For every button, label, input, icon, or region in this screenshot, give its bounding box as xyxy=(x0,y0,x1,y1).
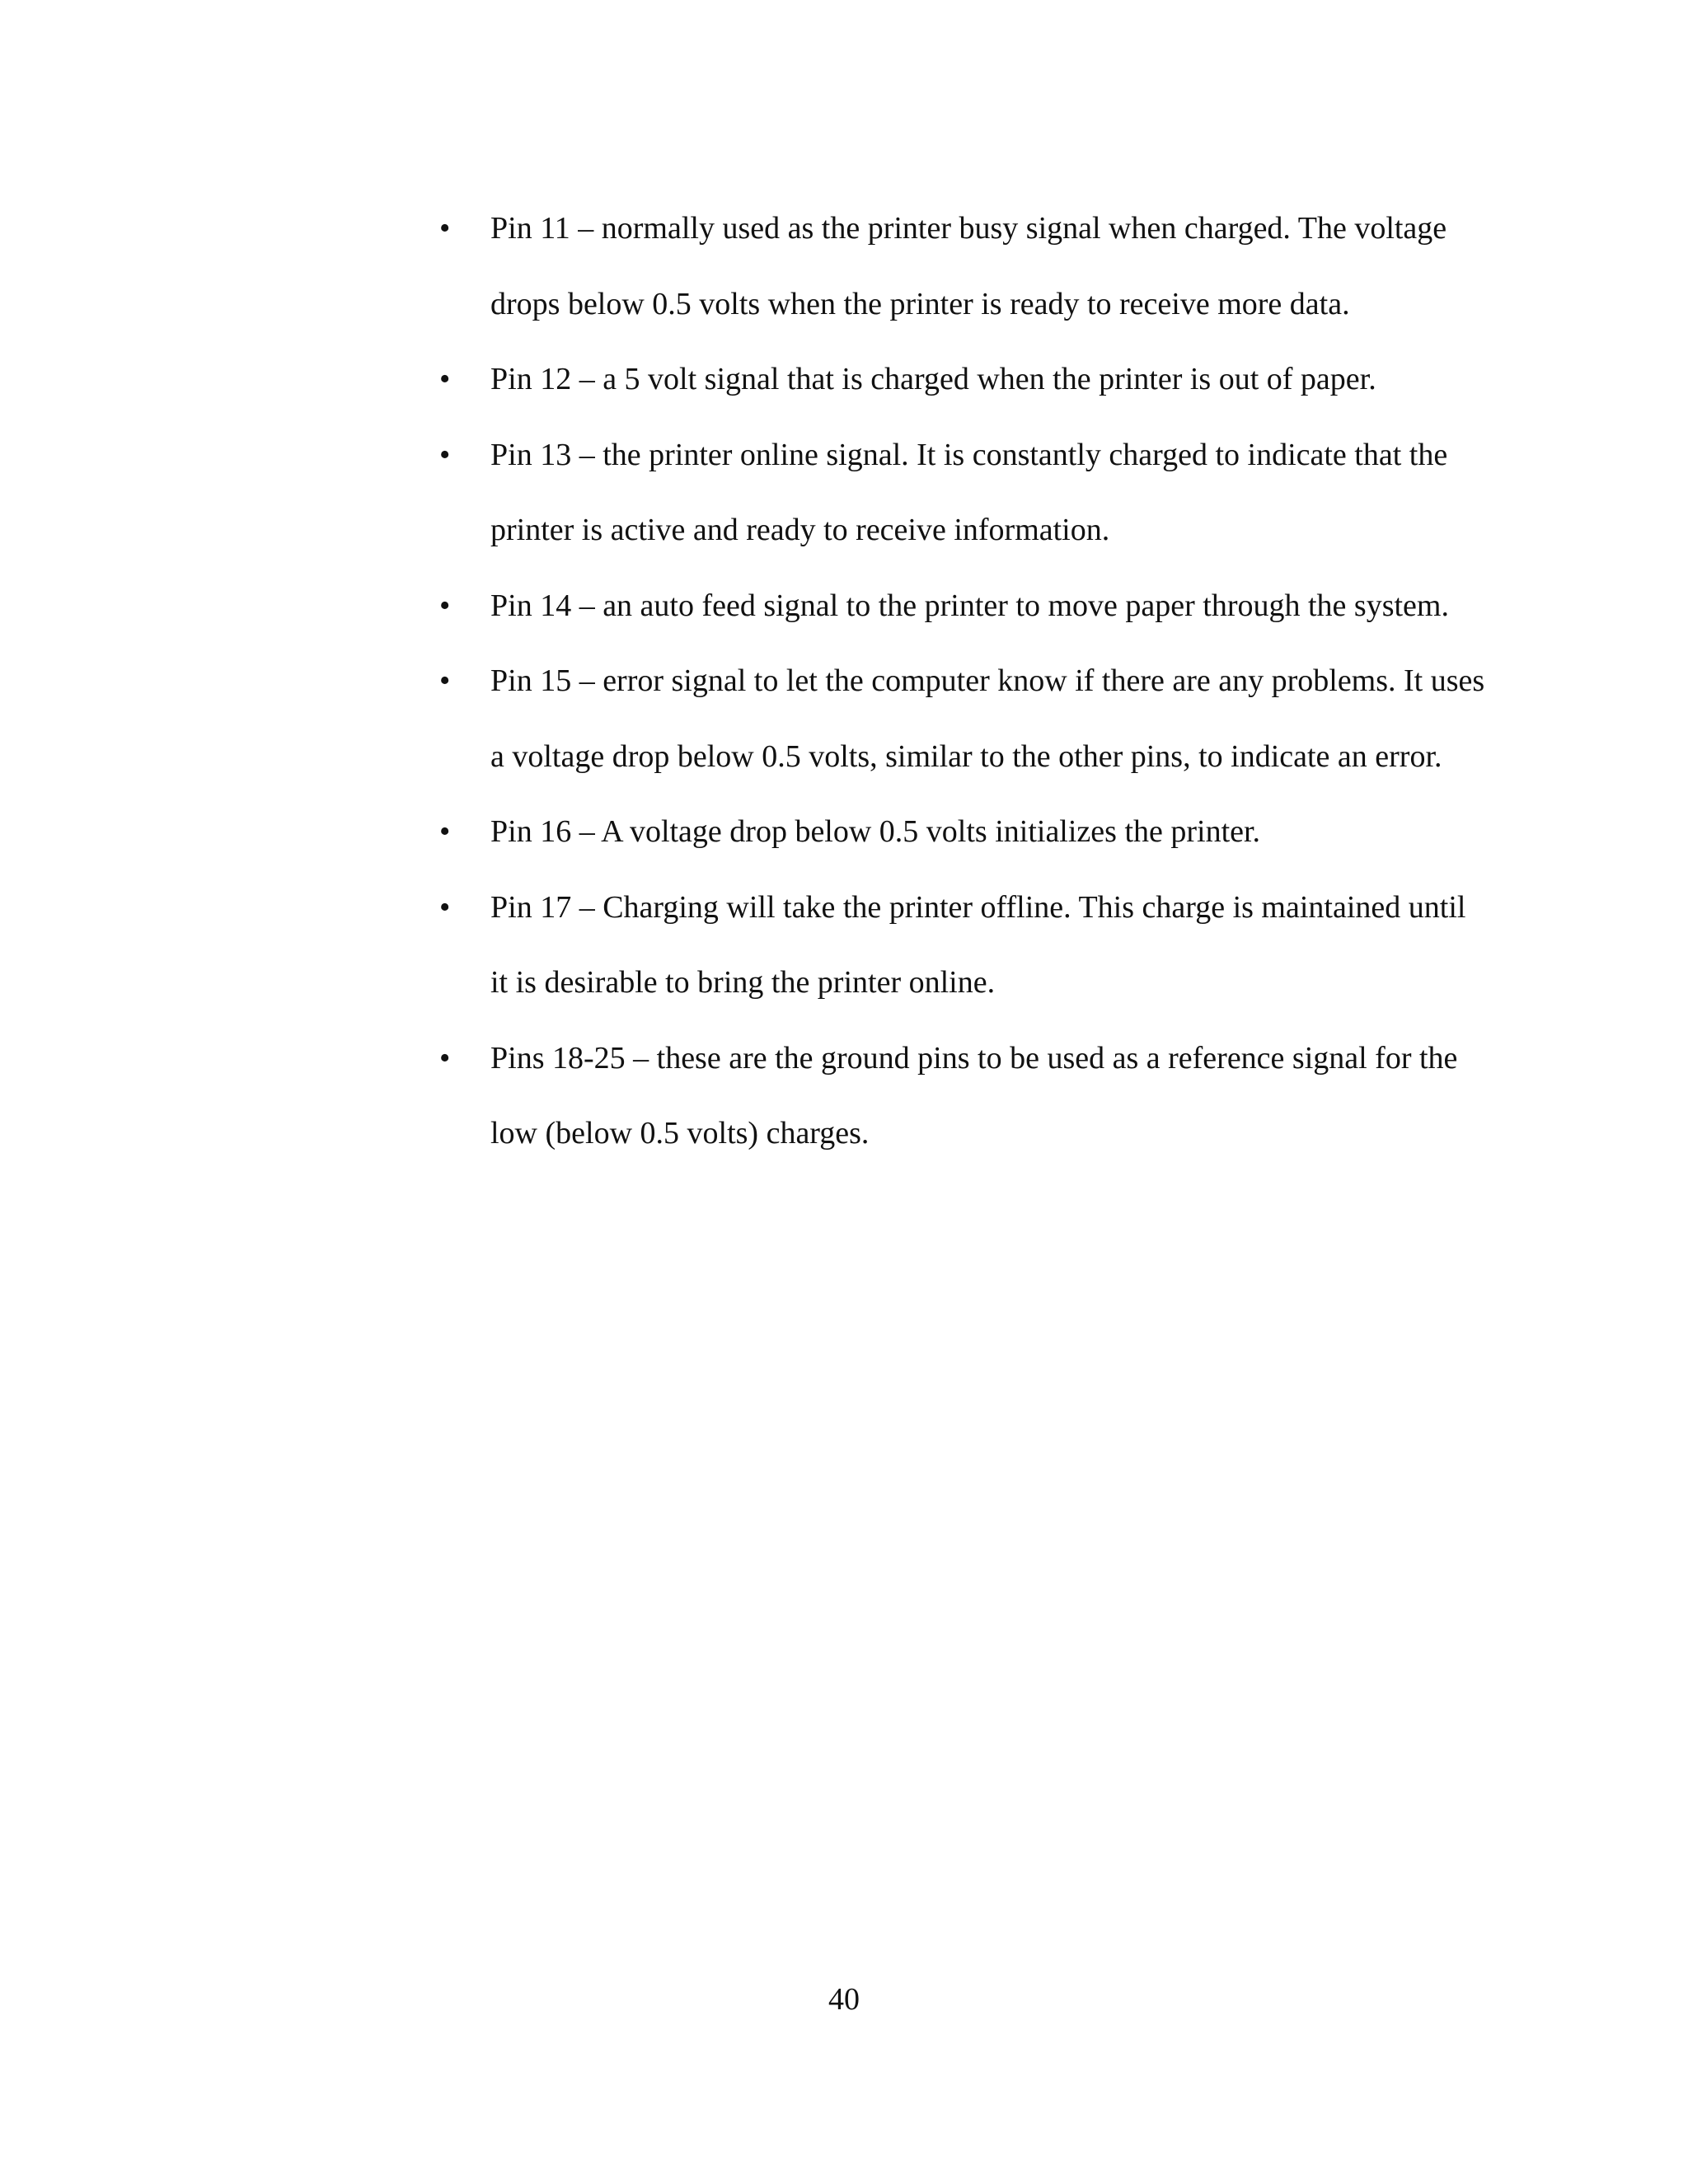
list-item-text: Pin 12 – a 5 volt signal that is charged when the printer is out of paper. xyxy=(490,362,1376,396)
list-item-text: Pin 16 – A voltage drop below 0.5 volts initializes the printer. xyxy=(490,814,1261,849)
bullet-icon: • xyxy=(439,889,451,925)
list-item-pin-16 xyxy=(439,794,1486,870)
list-item-pin-11 xyxy=(439,191,1486,342)
bullet-icon: • xyxy=(439,588,451,623)
list-item-pin-14 xyxy=(439,569,1486,644)
bullet-icon: • xyxy=(439,1040,451,1076)
bullet-icon: • xyxy=(439,211,451,246)
list-item-text: Pin 15 – error signal to let the computer know if there are any problems. It uses a voltage drop below 0.5 volts, similar to the other pins, to indicate an error. xyxy=(490,663,1485,774)
bullet-icon: • xyxy=(439,663,451,698)
bullet-icon: • xyxy=(439,437,451,472)
list-item-text: Pin 11 – normally used as the printer busy signal when charged. The voltage drops below 0.5 volts when the printer is ready to receive more data. xyxy=(490,211,1447,321)
list-item-pin-13 xyxy=(439,418,1486,569)
list-item-pin-17 xyxy=(439,870,1486,1021)
page-number: 40 xyxy=(828,1982,860,2017)
list-item-text: Pins 18-25 – these are the ground pins to be used as a reference signal for the low (below 0.5 volts) charges. xyxy=(490,1040,1458,1151)
list-item-text: Pin 14 – an auto feed signal to the printer to move paper through the system. xyxy=(490,588,1449,623)
list-item-text: Pin 17 – Charging will take the printer offline. This charge is maintained until it is desirable to bring the printer online. xyxy=(490,889,1466,1000)
list-item-pins-18-25 xyxy=(439,1021,1486,1172)
list-item-pin-12 xyxy=(439,342,1486,418)
pin-description-list xyxy=(439,191,1486,1172)
list-item-pin-15 xyxy=(439,644,1486,794)
list-item-text: Pin 13 – the printer online signal. It is constantly charged to indicate that the printer is active and ready to receive information. xyxy=(490,437,1448,547)
bullet-icon: • xyxy=(439,814,451,849)
bullet-icon: • xyxy=(439,362,451,396)
